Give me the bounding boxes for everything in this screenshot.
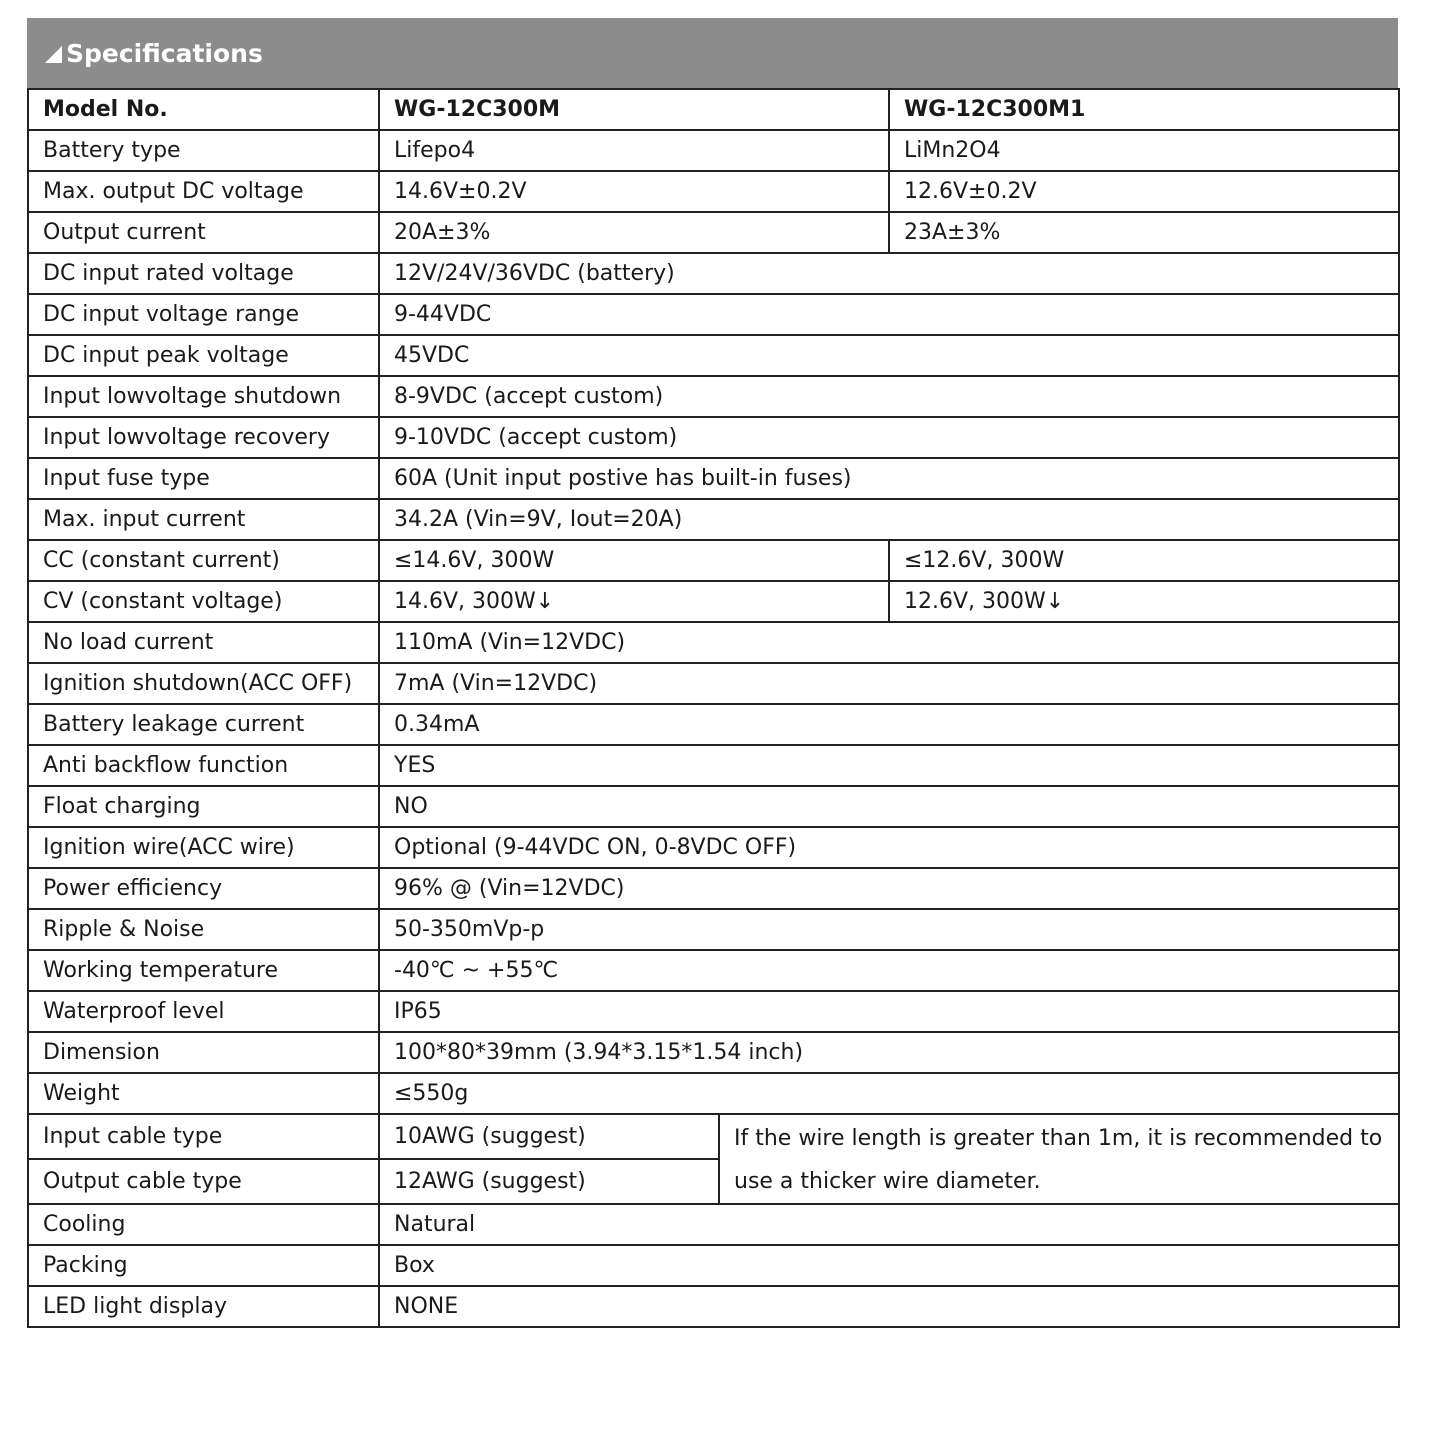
- row-label: Input lowvoltage shutdown: [28, 376, 379, 417]
- table-row: [28, 294, 1399, 335]
- row-label: Input lowvoltage recovery: [28, 417, 379, 458]
- row-value-model-a: 14.6V±0.2V: [379, 171, 889, 212]
- row-label: Power efficiency: [28, 868, 379, 909]
- table-row: [28, 827, 1399, 868]
- table-row: [28, 950, 1399, 991]
- row-label: Weight: [28, 1073, 379, 1114]
- row-label: DC input voltage range: [28, 294, 379, 335]
- row-value: NO: [379, 786, 1399, 827]
- row-value: IP65: [379, 991, 1399, 1032]
- row-label: LED light display: [28, 1286, 379, 1327]
- row-value: 8-9VDC (accept custom): [379, 376, 1399, 417]
- row-label: Battery leakage current: [28, 704, 379, 745]
- row-value: 45VDC: [379, 335, 1399, 376]
- row-value: ≤550g: [379, 1073, 1399, 1114]
- table-row: [28, 1245, 1399, 1286]
- table-row: [28, 335, 1399, 376]
- row-label: Output cable type: [28, 1159, 379, 1204]
- row-label: Ripple & Noise: [28, 909, 379, 950]
- row-label: Packing: [28, 1245, 379, 1286]
- table-row: [28, 1032, 1399, 1073]
- row-value: 100*80*39mm (3.94*3.15*1.54 inch): [379, 1032, 1399, 1073]
- table-row: [28, 1286, 1399, 1327]
- row-label: CC (constant current): [28, 540, 379, 581]
- row-value: 7mA (Vin=12VDC): [379, 663, 1399, 704]
- row-label: Float charging: [28, 786, 379, 827]
- row-label: Output current: [28, 212, 379, 253]
- specifications-banner: [27, 18, 1398, 88]
- row-label: Max. output DC voltage: [28, 171, 379, 212]
- row-label: Ignition wire(ACC wire): [28, 827, 379, 868]
- input-cable-value: 10AWG (suggest): [379, 1114, 719, 1159]
- row-value-model-b: 12.6V±0.2V: [889, 171, 1399, 212]
- row-value-model-a: ≤14.6V, 300W: [379, 540, 889, 581]
- row-label: DC input peak voltage: [28, 335, 379, 376]
- row-value: 60A (Unit input postive has built-in fuses): [379, 458, 1399, 499]
- row-label: Dimension: [28, 1032, 379, 1073]
- table-row: [28, 909, 1399, 950]
- row-label: Max. input current: [28, 499, 379, 540]
- row-value: 34.2A (Vin=9V, Iout=20A): [379, 499, 1399, 540]
- row-value-model-b: 12.6V, 300W↓: [889, 581, 1399, 622]
- row-label: Input cable type: [28, 1114, 379, 1159]
- table-row: [28, 622, 1399, 663]
- row-label: Input fuse type: [28, 458, 379, 499]
- table-row: [28, 253, 1399, 294]
- specifications-section: [27, 18, 1398, 1328]
- row-value: NONE: [379, 1286, 1399, 1327]
- row-value: 0.34mA: [379, 704, 1399, 745]
- table-row: [28, 417, 1399, 458]
- row-label: Waterproof level: [28, 991, 379, 1032]
- row-label: No load current: [28, 622, 379, 663]
- table-row: [28, 991, 1399, 1032]
- table-row: [28, 212, 1399, 253]
- table-row: [28, 704, 1399, 745]
- table-row: [28, 1073, 1399, 1114]
- row-label: CV (constant voltage): [28, 581, 379, 622]
- row-value: -40℃ ~ +55℃: [379, 950, 1399, 991]
- header-model-a: WG-12C300M: [379, 89, 889, 130]
- table-row: [28, 786, 1399, 827]
- table-row: [28, 1204, 1399, 1245]
- table-row: [28, 663, 1399, 704]
- row-value: Natural: [379, 1204, 1399, 1245]
- row-value: 9-44VDC: [379, 294, 1399, 335]
- row-value: 96% @ (Vin=12VDC): [379, 868, 1399, 909]
- spec-table: [27, 88, 1400, 1328]
- table-row: [28, 376, 1399, 417]
- row-value-model-a: 14.6V, 300W↓: [379, 581, 889, 622]
- row-label: Ignition shutdown(ACC OFF): [28, 663, 379, 704]
- row-value: 50-350mVp-p: [379, 909, 1399, 950]
- row-label: Battery type: [28, 130, 379, 171]
- row-value: YES: [379, 745, 1399, 786]
- corner-triangle-icon: [45, 46, 62, 63]
- table-row-input-cable: [28, 1114, 1399, 1159]
- row-value: Optional (9-44VDC ON, 0-8VDC OFF): [379, 827, 1399, 868]
- table-header-row: [28, 89, 1399, 130]
- table-row: [28, 171, 1399, 212]
- table-row: [28, 130, 1399, 171]
- row-value-model-b: LiMn2O4: [889, 130, 1399, 171]
- header-model-b: WG-12C300M1: [889, 89, 1399, 130]
- row-label: DC input rated voltage: [28, 253, 379, 294]
- table-row: [28, 868, 1399, 909]
- section-title: Specifications: [66, 38, 263, 68]
- table-row: [28, 745, 1399, 786]
- row-value: Box: [379, 1245, 1399, 1286]
- row-value-model-a: Lifepo4: [379, 130, 889, 171]
- output-cable-value: 12AWG (suggest): [379, 1159, 719, 1204]
- row-label: Working temperature: [28, 950, 379, 991]
- row-value-model-b: 23A±3%: [889, 212, 1399, 253]
- row-label: Cooling: [28, 1204, 379, 1245]
- table-row: [28, 499, 1399, 540]
- table-row: [28, 540, 1399, 581]
- cable-note: If the wire length is greater than 1m, it is recommended to use a thicker wire diameter.: [719, 1114, 1399, 1204]
- table-row: [28, 581, 1399, 622]
- table-row: [28, 458, 1399, 499]
- row-value-model-a: 20A±3%: [379, 212, 889, 253]
- row-value-model-b: ≤12.6V, 300W: [889, 540, 1399, 581]
- row-value: 9-10VDC (accept custom): [379, 417, 1399, 458]
- row-value: 110mA (Vin=12VDC): [379, 622, 1399, 663]
- row-value: 12V/24V/36VDC (battery): [379, 253, 1399, 294]
- header-label: Model No.: [28, 89, 379, 130]
- row-label: Anti backflow function: [28, 745, 379, 786]
